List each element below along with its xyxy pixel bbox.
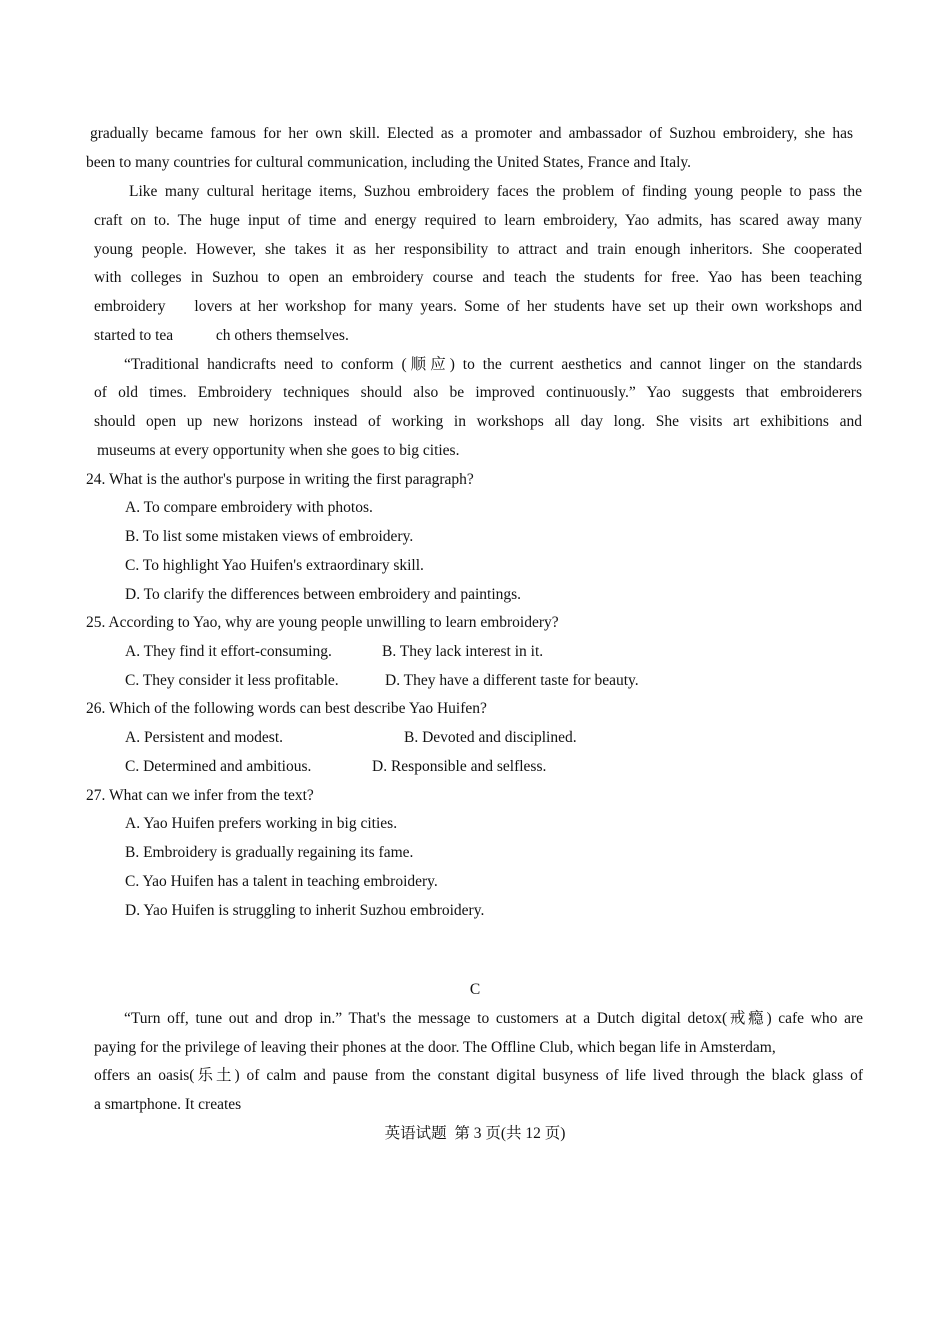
- passage-line: young people. However, she takes it as her responsibility to attract and train enough inheritors. She cooperated: [94, 241, 862, 258]
- question-option: D. To clarify the differences between embroidery and paintings.: [125, 586, 522, 603]
- passage-line: a smartphone. It creates: [94, 1096, 242, 1113]
- question-stem: 26. Which of the following words can best describe Yao Huifen?: [86, 700, 487, 717]
- passage-line: should open up new horizons instead of working in workshops all day long. She visits art exhibitions and: [94, 413, 862, 430]
- question-option: B. They lack interest in it.: [382, 643, 544, 660]
- passage-line: “Turn off, tune out and drop in.” That's the message to customers at a Dutch digital detox(戒瘾) cafe who are: [124, 1010, 863, 1027]
- question-option: C. Yao Huifen has a talent in teaching embroidery.: [125, 873, 438, 890]
- question-stem: 27. What can we infer from the text?: [86, 787, 314, 804]
- question-stem: 25. According to Yao, why are young people unwilling to learn embroidery?: [86, 614, 559, 631]
- passage-line: gradually became famous for her own skill. Elected as a promoter and ambassador of Suzhou embroidery, she has: [90, 125, 853, 142]
- question-stem: 24. What is the author's purpose in writing the first paragraph?: [86, 471, 474, 488]
- passage-line: embroidery lovers at her workshop for many years. Some of her students have set up their own workshops and: [94, 298, 862, 315]
- passage-line: craft on to. The huge input of time and energy required to learn embroidery, Yao admits, has scared away many: [94, 212, 862, 229]
- passage-line: started to tea ch others themselves.: [94, 327, 349, 344]
- passage-line: paying for the privilege of leaving their phones at the door. The Offline Club, which began life in Amsterdam,: [94, 1039, 776, 1056]
- question-option: C. They consider it less profitable.: [125, 672, 339, 689]
- question-option: D. Responsible and selfless.: [372, 758, 547, 775]
- page-footer: 英语试题 第 3 页(共 12 页): [384, 1125, 566, 1142]
- question-option: B. Devoted and disciplined.: [404, 729, 577, 746]
- passage-line: been to many countries for cultural communication, including the United States, France and Italy.: [86, 154, 692, 171]
- passage-line: museums at every opportunity when she goes to big cities.: [97, 442, 460, 459]
- question-option: B. Embroidery is gradually regaining its fame.: [125, 844, 414, 861]
- question-option: D. They have a different taste for beauty.: [385, 672, 639, 689]
- question-option: C. To highlight Yao Huifen's extraordinary skill.: [125, 557, 424, 574]
- question-option: A. Yao Huifen prefers working in big cities.: [125, 815, 398, 832]
- passage-line: “Traditional handicrafts need to conform (顺应) to the current aesthetics and cannot linger on the standards: [124, 356, 862, 373]
- question-option: A. Persistent and modest.: [125, 729, 283, 746]
- question-option: D. Yao Huifen is struggling to inherit Suzhou embroidery.: [125, 902, 485, 919]
- passage-line: of old times. Embroidery techniques should also be improved continuously.” Yao suggests that embroiderers: [94, 384, 862, 401]
- question-option: A. They find it effort-consuming.: [125, 643, 332, 660]
- passage-line: Like many cultural heritage items, Suzhou embroidery faces the problem of finding young people to pass the: [129, 183, 862, 200]
- question-option: C. Determined and ambitious.: [125, 758, 312, 775]
- passage-line: offers an oasis(乐土) of calm and pause from the constant digital busyness of life lived through the black glass of: [94, 1067, 863, 1084]
- question-option: A. To compare embroidery with photos.: [125, 499, 373, 516]
- question-option: B. To list some mistaken views of embroidery.: [125, 528, 414, 545]
- passage-line: with colleges in Suzhou to open an embroidery course and teach the students for free. Yao has been teaching: [94, 269, 862, 286]
- section-heading: C: [469, 981, 481, 998]
